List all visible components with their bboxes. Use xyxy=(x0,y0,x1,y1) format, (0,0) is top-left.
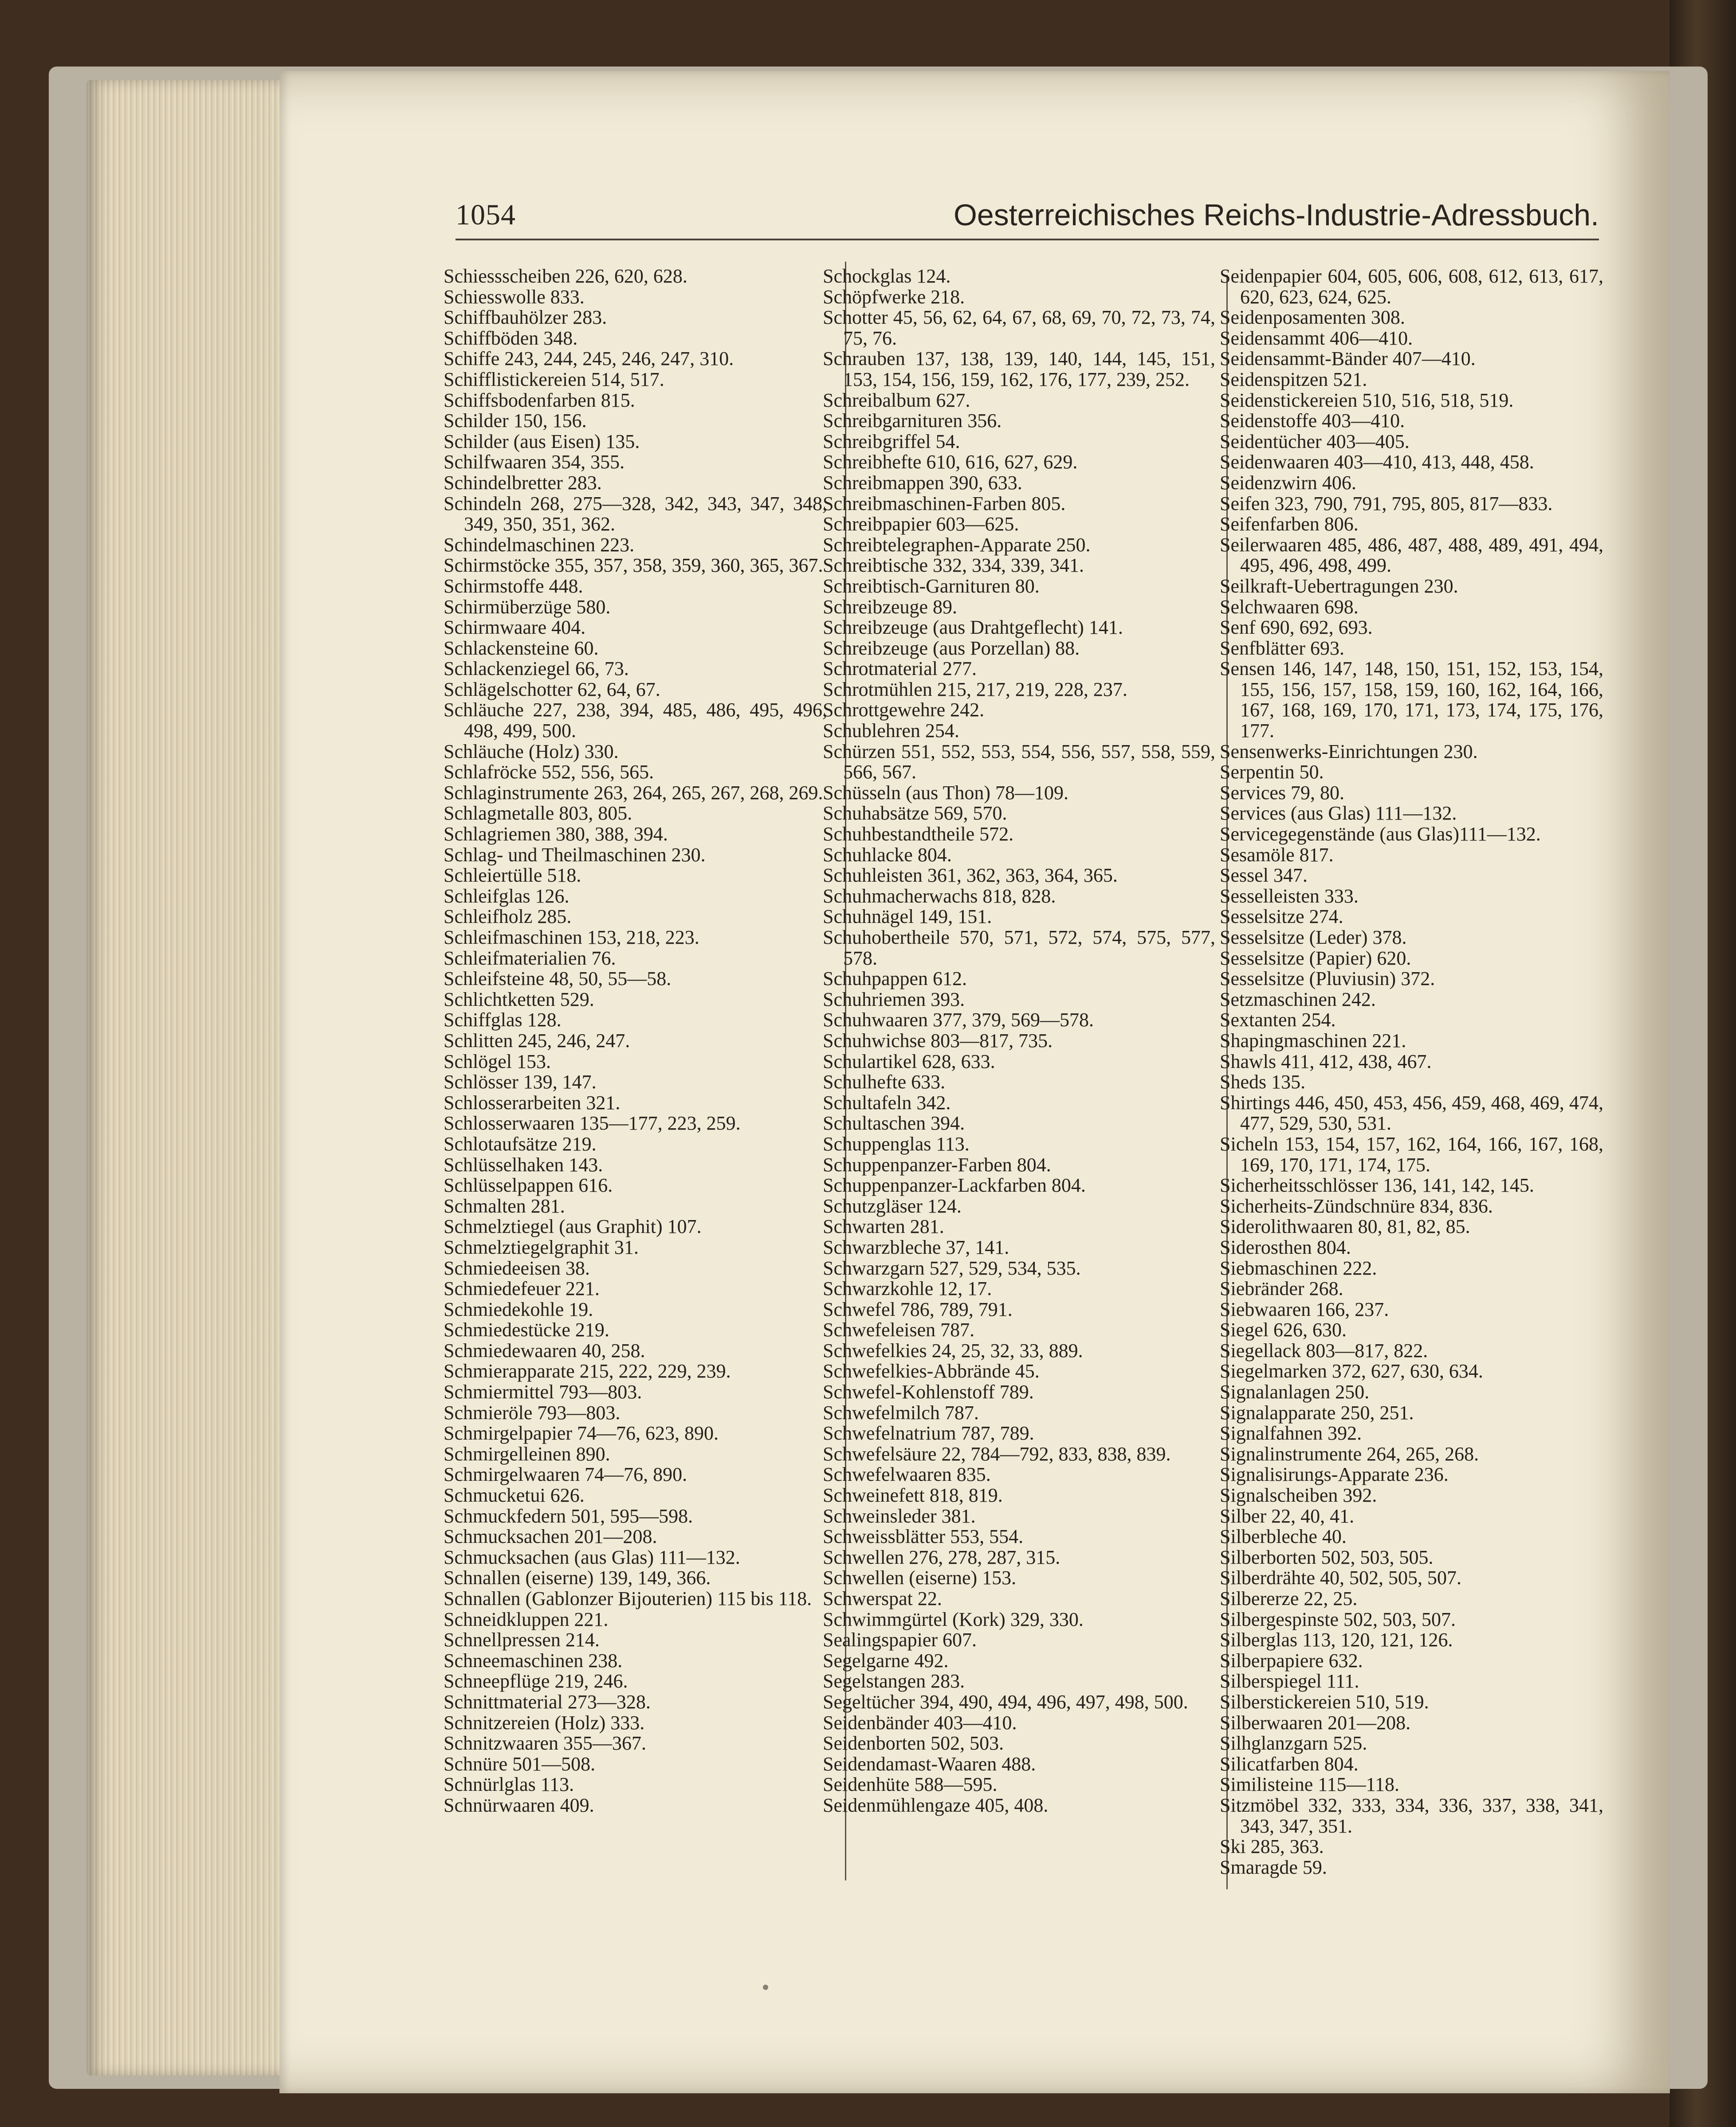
index-entry: Schwellen (eiserne) 153. xyxy=(823,1567,1017,1589)
index-entry: Schmieröle 793—803. xyxy=(444,1401,621,1424)
index-entry: Schleifsteine 48, 50, 55—58. xyxy=(444,968,672,990)
index-entry: Signalscheiben 392. xyxy=(1220,1484,1377,1507)
index-entry: Schmalten 281. xyxy=(444,1195,565,1217)
index-entry: Schiffbauhölzer 283. xyxy=(444,306,607,329)
index-entry: Schuppenpanzer-Lackfarben 804. xyxy=(823,1174,1086,1197)
index-entry: Schmiedestücke 219. xyxy=(444,1319,609,1341)
index-entry: Serpentin 50. xyxy=(1220,761,1324,783)
index-column-1 xyxy=(444,266,827,1816)
index-entry: Schmucksachen (aus Glas) 111—132. xyxy=(444,1546,740,1568)
index-entry: Schuhleisten 361, 362, 363, 364, 365. xyxy=(823,864,1118,887)
index-entry: Silberpapiere 632. xyxy=(1220,1649,1363,1672)
index-entry: Schürzen 551, 552, 553, 554, 556, 557, 558, 559, 566, 567. xyxy=(823,740,1215,783)
index-entry: Schwefel 786, 789, 791. xyxy=(823,1298,1013,1320)
index-entry: Schnellpressen 214. xyxy=(444,1629,600,1651)
index-entry: Schmiedefeuer 221. xyxy=(444,1278,600,1300)
index-entry: Silicatfarben 804. xyxy=(1220,1753,1359,1775)
index-entry: Schuhwaaren 377, 379, 569—578. xyxy=(823,1009,1094,1031)
index-entry: Ski 285, 363. xyxy=(1220,1836,1324,1858)
index-entry: Schuhabsätze 569, 570. xyxy=(823,802,1007,824)
index-entry: Schreibzeuge (aus Drahtgeflecht) 141. xyxy=(823,616,1123,639)
index-entry: Schreibgriffel 54. xyxy=(823,430,960,452)
index-entry: Schwarzgarn 527, 529, 534, 535. xyxy=(823,1257,1081,1279)
index-entry: Schwefelwaaren 835. xyxy=(823,1464,991,1486)
index-entry: Schuhwichse 803—817, 735. xyxy=(823,1029,1053,1052)
index-entry: Schreibmappen 390, 633. xyxy=(823,471,1022,494)
index-entry: Siegel 626, 630. xyxy=(1220,1319,1347,1341)
index-entry: Schleifmaterialien 76. xyxy=(444,947,616,969)
index-entry: Schüsseln (aus Thon) 78—109. xyxy=(823,781,1069,804)
index-entry: Schmirgelwaaren 74—76, 890. xyxy=(444,1464,687,1486)
index-entry: Schleifglas 126. xyxy=(444,885,570,907)
index-entry: Siderolithwaaren 80, 81, 82, 85. xyxy=(1220,1216,1470,1238)
index-entry: Sicheln 153, 154, 157, 162, 164, 166, 167, 168, 169, 170, 171, 174, 175. xyxy=(1220,1133,1603,1176)
index-entry: Schleifholz 285. xyxy=(444,906,572,928)
index-entry: Schuhriemen 393. xyxy=(823,988,965,1010)
index-entry: Schilder (aus Eisen) 135. xyxy=(444,430,640,452)
page-number: 1054 xyxy=(456,199,516,231)
index-entry: Schlägelschotter 62, 64, 67. xyxy=(444,678,660,700)
index-entry: Schreibtelegraphen-Apparate 250. xyxy=(823,534,1091,556)
index-entry: Smaragde 59. xyxy=(1220,1856,1327,1878)
index-entry: Schreibtisch-Garnituren 80. xyxy=(823,575,1040,597)
index-entry: Schiesswolle 833. xyxy=(444,286,585,308)
index-entry: Schlagmetalle 803, 805. xyxy=(444,802,632,824)
index-entry: Seidenstickereien 510, 516, 518, 519. xyxy=(1220,389,1514,411)
index-entry: Schirmstöcke 355, 357, 358, 359, 360, 365, 367. xyxy=(444,554,823,577)
index-entry: Schlackensteine 60. xyxy=(444,637,599,659)
index-entry: Seidenmühlengaze 405, 408. xyxy=(823,1794,1049,1816)
index-entry: Schwarzbleche 37, 141. xyxy=(823,1236,1009,1258)
index-entry: Signalapparate 250, 251. xyxy=(1220,1401,1414,1424)
page-speck xyxy=(763,1985,768,1990)
index-entry: Schmiedekohle 19. xyxy=(444,1298,593,1320)
index-entry: Schuhmacherwachs 818, 828. xyxy=(823,885,1056,907)
index-entry: Schultaschen 394. xyxy=(823,1112,965,1134)
index-entry: Schweissblätter 553, 554. xyxy=(823,1526,1024,1548)
index-entry: Schlichtketten 529. xyxy=(444,988,594,1010)
index-entry: Schultafeln 342. xyxy=(823,1091,951,1114)
index-entry: Schiffsbodenfarben 815. xyxy=(444,389,635,411)
index-entry: Segeltücher 394, 490, 494, 496, 497, 498, 500. xyxy=(823,1691,1188,1713)
index-entry: Schnittmaterial 273—328. xyxy=(444,1691,651,1713)
index-entry: Schnüre 501—508. xyxy=(444,1753,596,1775)
index-entry: Seidenbänder 403—410. xyxy=(823,1711,1017,1734)
index-entry: Siebränder 268. xyxy=(1220,1278,1343,1300)
index-entry: Schuhobertheile 570, 571, 572, 574, 575, 577, 578. xyxy=(823,926,1215,969)
index-entry: Sesselsitze (Pluviusin) 372. xyxy=(1220,968,1435,990)
index-entry: Schuhpappen 612. xyxy=(823,968,967,990)
index-entry: Seilkraft-Uebertragungen 230. xyxy=(1220,575,1458,597)
index-entry: Sessel 347. xyxy=(1220,864,1308,887)
index-entry: Schleiertülle 518. xyxy=(444,864,581,887)
index-entry: Shapingmaschinen 221. xyxy=(1220,1029,1406,1052)
index-entry: Schlackenziegel 66, 73. xyxy=(444,658,629,680)
index-entry: Seidenborten 502, 503. xyxy=(823,1732,1004,1754)
index-entry: Senfblätter 693. xyxy=(1220,637,1345,659)
index-entry: Sesselleisten 333. xyxy=(1220,885,1359,907)
index-entry: Schreibhefte 610, 616, 627, 629. xyxy=(823,451,1078,473)
index-entry: Sicherheitsschlösser 136, 141, 142, 145. xyxy=(1220,1174,1534,1197)
index-entry: Schreibgarnituren 356. xyxy=(823,410,1002,432)
index-entry: Schuppenglas 113. xyxy=(823,1133,970,1155)
index-entry: Schläuche (Holz) 330. xyxy=(444,740,619,762)
index-entry: Schmuckfedern 501, 595—598. xyxy=(444,1505,693,1527)
index-entry: Servicegegenstände (aus Glas)111—132. xyxy=(1220,823,1541,845)
index-entry: Sesselsitze (Leder) 378. xyxy=(1220,926,1407,948)
index-entry: Seidenhüte 588—595. xyxy=(823,1774,998,1796)
index-entry: Schulartikel 628, 633. xyxy=(823,1050,995,1072)
index-entry: Silberborten 502, 503, 505. xyxy=(1220,1546,1434,1568)
index-entry: Schneidkluppen 221. xyxy=(444,1608,609,1630)
index-entry: Schwefel-Kohlenstoff 789. xyxy=(823,1381,1034,1403)
index-entry: Schlüsselpappen 616. xyxy=(444,1174,613,1197)
index-entry: Sealingspapier 607. xyxy=(823,1629,977,1651)
index-entry: Seidenzwirn 406. xyxy=(1220,471,1356,494)
index-entry: Siderosthen 804. xyxy=(1220,1236,1351,1258)
index-entry: Schlag- und Theilmaschinen 230. xyxy=(444,844,706,866)
index-entry: Schifflistickereien 514, 517. xyxy=(444,368,664,390)
index-entry: Schmucksachen 201—208. xyxy=(444,1526,657,1548)
index-entry: Schwefeleisen 787. xyxy=(823,1319,975,1341)
index-entry: Schwefelnatrium 787, 789. xyxy=(823,1422,1034,1444)
index-entry: Seidendamast-Waaren 488. xyxy=(823,1753,1036,1775)
index-entry: Schläuche 227, 238, 394, 485, 486, 495, 496, 498, 499, 500. xyxy=(444,699,827,742)
index-entry: Silberglas 113, 120, 121, 126. xyxy=(1220,1629,1453,1651)
index-entry: Schwefelmilch 787. xyxy=(823,1401,979,1424)
index-entry: Schindelmaschinen 223. xyxy=(444,534,635,556)
index-entry: Schleifmaschinen 153, 218, 223. xyxy=(444,926,699,948)
index-entry: Schwerspat 22. xyxy=(823,1588,942,1609)
index-entry: Schulhefte 633. xyxy=(823,1071,946,1093)
index-entry: Schiffe 243, 244, 245, 246, 247, 310. xyxy=(444,348,734,370)
index-entry: Schiffglas 128. xyxy=(444,1009,562,1031)
index-entry: Schiffböden 348. xyxy=(444,327,578,349)
index-entry: Schwimmgürtel (Kork) 329, 330. xyxy=(823,1608,1084,1630)
index-entry: Schublehren 254. xyxy=(823,720,959,742)
index-entry: Schrotmühlen 215, 217, 219, 228, 237. xyxy=(823,678,1127,700)
index-entry: Schnallen (eiserne) 139, 149, 366. xyxy=(444,1567,711,1589)
index-entry: Schwellen 276, 278, 287, 315. xyxy=(823,1546,1060,1568)
index-entry: Schweinsleder 381. xyxy=(823,1505,976,1527)
index-entry: Schrottgewehre 242. xyxy=(823,699,985,721)
index-entry: Schöpfwerke 218. xyxy=(823,286,965,308)
index-entry: Sextanten 254. xyxy=(1220,1009,1336,1031)
index-entry: Schwefelkies 24, 25, 32, 33, 889. xyxy=(823,1339,1083,1362)
index-entry: Siegellack 803—817, 822. xyxy=(1220,1339,1428,1362)
index-entry: Sicherheits-Zündschnüre 834, 836. xyxy=(1220,1195,1493,1217)
index-entry: Schindeln 268, 275—328, 342, 343, 347, 348, 349, 350, 351, 362. xyxy=(444,492,827,535)
index-entry: Schilder 150, 156. xyxy=(444,410,587,432)
index-entry: Schwarten 281. xyxy=(823,1216,944,1238)
index-entry: Schreibmaschinen-Farben 805. xyxy=(823,492,1066,514)
index-entry: Schlösser 139, 147. xyxy=(444,1071,597,1093)
index-entry: Schindelbretter 283. xyxy=(444,471,602,494)
index-entry: Silber 22, 40, 41. xyxy=(1220,1505,1355,1527)
index-entry: Schmelztiegel (aus Graphit) 107. xyxy=(444,1216,702,1238)
index-entry: Schwefelsäure 22, 784—792, 833, 838, 839. xyxy=(823,1443,1171,1465)
index-entry: Schlafröcke 552, 556, 565. xyxy=(444,761,654,783)
index-entry: Sensen 146, 147, 148, 150, 151, 152, 153, 154, 155, 156, 157, 158, 159, 160, 162, 164, 166, 167, 168, 169, 170, 171, 173, 174, 175, 176, 177. xyxy=(1220,658,1603,742)
index-entry: Schlagriemen 380, 388, 394. xyxy=(444,823,668,845)
index-entry: Schmierapparate 215, 222, 229, 239. xyxy=(444,1360,731,1382)
index-entry: Schlitten 245, 246, 247. xyxy=(444,1029,630,1052)
index-entry: Schreibtische 332, 334, 339, 341. xyxy=(823,554,1084,577)
index-entry: Schwarzkohle 12, 17. xyxy=(823,1278,992,1300)
index-entry: Setzmaschinen 242. xyxy=(1220,988,1376,1010)
index-entry: Schlüsselhaken 143. xyxy=(444,1154,603,1176)
index-entry: Schnürlglas 113. xyxy=(444,1774,574,1796)
index-entry: Signalisirungs-Apparate 236. xyxy=(1220,1464,1449,1486)
index-entry: Segelgarne 492. xyxy=(823,1649,949,1672)
index-entry: Similisteine 115—118. xyxy=(1220,1774,1399,1796)
index-entry: Schreibalbum 627. xyxy=(823,389,970,411)
index-entry: Silbergespinste 502, 503, 507. xyxy=(1220,1608,1456,1630)
index-entry: Schreibzeuge (aus Porzellan) 88. xyxy=(823,637,1080,659)
index-entry: Silberstickereien 510, 519. xyxy=(1220,1691,1429,1713)
index-entry: Shirtings 446, 450, 453, 456, 459, 468, 469, 474, 477, 529, 530, 531. xyxy=(1220,1091,1603,1134)
index-entry: Services 79, 80. xyxy=(1220,781,1345,804)
index-entry: Silberdrähte 40, 502, 505, 507. xyxy=(1220,1567,1462,1589)
index-entry: Schlosserwaaren 135—177, 223, 259. xyxy=(444,1112,741,1134)
index-entry: Schmiermittel 793—803. xyxy=(444,1381,642,1403)
index-entry: Selchwaaren 698. xyxy=(1220,596,1359,618)
running-title: Oesterreichisches Reichs-Industrie-Adressbuch. xyxy=(953,198,1599,232)
index-entry: Sensenwerks-Einrichtungen 230. xyxy=(1220,740,1478,762)
index-entry: Schnürwaaren 409. xyxy=(444,1794,594,1816)
index-entry: Sesamöle 817. xyxy=(1220,844,1334,866)
index-entry: Shawls 411, 412, 438, 467. xyxy=(1220,1050,1432,1072)
index-entry: Silberbleche 40. xyxy=(1220,1526,1347,1548)
index-entry: Silhglanzgarn 525. xyxy=(1220,1732,1367,1754)
index-entry: Sesselsitze (Papier) 620. xyxy=(1220,947,1411,969)
index-entry: Schnitzwaaren 355—367. xyxy=(444,1732,646,1754)
index-entry: Schrauben 137, 138, 139, 140, 144, 145, 151, 153, 154, 156, 159, 162, 176, 177, 239, 252. xyxy=(823,348,1215,390)
index-entry: Schmiedeeisen 38. xyxy=(444,1257,590,1279)
index-entry: Siebwaaren 166, 237. xyxy=(1220,1298,1389,1320)
index-entry: Senf 690, 692, 693. xyxy=(1220,616,1373,639)
index-column-3 xyxy=(1220,266,1603,1878)
index-entry: Schirmwaare 404. xyxy=(444,616,586,639)
index-entry: Schnitzereien (Holz) 333. xyxy=(444,1711,645,1734)
index-entry: Signalanlagen 250. xyxy=(1220,1381,1370,1403)
index-entry: Schotter 45, 56, 62, 64, 67, 68, 69, 70, 72, 73, 74, 75, 76. xyxy=(823,306,1215,349)
index-entry: Signalfahnen 392. xyxy=(1220,1422,1362,1444)
index-entry: Seidenstoffe 403—410. xyxy=(1220,410,1405,432)
header-rule xyxy=(456,239,1599,240)
index-entry: Schilfwaaren 354, 355. xyxy=(444,451,625,473)
page-header xyxy=(456,195,1599,244)
index-entry: Services (aus Glas) 111—132. xyxy=(1220,802,1457,824)
index-entry: Schreibpapier 603—625. xyxy=(823,513,1019,535)
page-stack-edge xyxy=(86,80,291,2076)
index-entry: Schuhlacke 804. xyxy=(823,844,952,866)
index-entry: Seidenposamenten 308. xyxy=(1220,306,1405,329)
index-entry: Schockglas 124. xyxy=(823,265,951,287)
index-entry: Schneemaschinen 238. xyxy=(444,1649,623,1672)
index-entry: Schmiedewaaren 40, 258. xyxy=(444,1339,645,1362)
index-entry: Seidensammt-Bänder 407—410. xyxy=(1220,348,1476,370)
index-entry: Schneepflüge 219, 246. xyxy=(444,1670,628,1692)
index-entry: Schmucketui 626. xyxy=(444,1484,585,1507)
index-entry: Seifen 323, 790, 791, 795, 805, 817—833. xyxy=(1220,492,1553,514)
index-entry: Schlotaufsätze 219. xyxy=(444,1133,597,1155)
index-entry: Schuhnägel 149, 151. xyxy=(823,906,992,928)
index-entry: Schlaginstrumente 263, 264, 265, 267, 268, 269. xyxy=(444,781,823,804)
index-entry: Silberwaaren 201—208. xyxy=(1220,1711,1411,1734)
index-entry: Schuppenpanzer-Farben 804. xyxy=(823,1154,1051,1176)
index-entry: Seidenpapier 604, 605, 606, 608, 612, 613, 617, 620, 623, 624, 625. xyxy=(1220,265,1603,308)
index-entry: Seidenwaaren 403—410, 413, 448, 458. xyxy=(1220,451,1534,473)
index-entry: Siegelmarken 372, 627, 630, 634. xyxy=(1220,1360,1483,1382)
index-entry: Silberspiegel 111. xyxy=(1220,1670,1359,1692)
index-entry: Schrotmaterial 277. xyxy=(823,658,977,680)
index-entry: Seidensammt 406—410. xyxy=(1220,327,1413,349)
index-entry: Schirmüberzüge 580. xyxy=(444,596,611,618)
index-entry: Seilerwaaren 485, 486, 487, 488, 489, 491, 494, 495, 496, 498, 499. xyxy=(1220,534,1603,577)
index-entry: Silbererze 22, 25. xyxy=(1220,1588,1358,1609)
index-column-2 xyxy=(823,266,1215,1816)
index-entry: Schlosserarbeiten 321. xyxy=(444,1091,621,1114)
index-entry: Schlögel 153. xyxy=(444,1050,551,1072)
index-entry: Seidenspitzen 521. xyxy=(1220,368,1367,390)
index-entry: Schiessscheiben 226, 620, 628. xyxy=(444,265,687,287)
index-entry: Signalinstrumente 264, 265, 268. xyxy=(1220,1443,1479,1465)
index-entry: Siebmaschinen 222. xyxy=(1220,1257,1377,1279)
index-entry: Schmirgelpapier 74—76, 623, 890. xyxy=(444,1422,719,1444)
index-entry: Segelstangen 283. xyxy=(823,1670,965,1692)
index-entry: Schmelztiegelgraphit 31. xyxy=(444,1236,639,1258)
index-entry: Seidentücher 403—405. xyxy=(1220,430,1410,452)
index-entry: Schweinefett 818, 819. xyxy=(823,1484,1003,1507)
index-entry: Sesselsitze 274. xyxy=(1220,906,1343,928)
index-entry: Schuhbestandtheile 572. xyxy=(823,823,1014,845)
index-entry: Sheds 135. xyxy=(1220,1071,1306,1093)
index-entry: Schnallen (Gablonzer Bijouterien) 115 bis 118. xyxy=(444,1588,812,1609)
index-entry: Schreibzeuge 89. xyxy=(823,596,957,618)
index-entry: Schirmstoffe 448. xyxy=(444,575,583,597)
index-entry: Schwefelkies-Abbrände 45. xyxy=(823,1360,1040,1382)
index-entry: Schmirgelleinen 890. xyxy=(444,1443,610,1465)
index-entry: Sitzmöbel 332, 333, 334, 336, 337, 338, 341, 343, 347, 351. xyxy=(1220,1794,1603,1837)
index-entry: Schutzgläser 124. xyxy=(823,1195,962,1217)
index-entry: Seifenfarben 806. xyxy=(1220,513,1359,535)
